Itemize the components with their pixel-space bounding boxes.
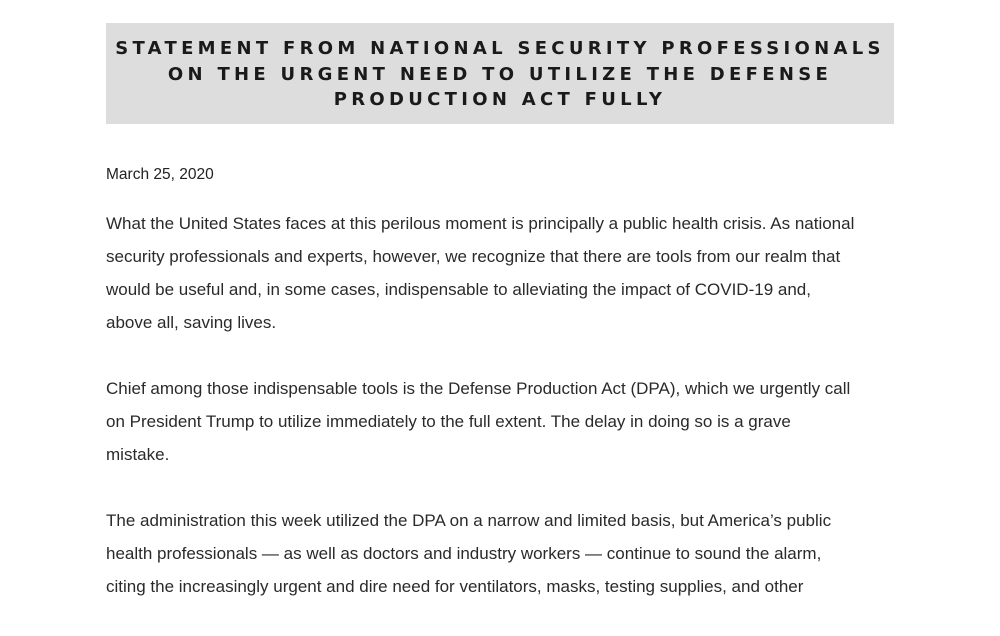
statement-body (106, 165, 906, 636)
title-line-1: STATEMENT FROM NATIONAL SECURITY PROFESSIONALS (115, 38, 885, 59)
statement-date: March 25, 2020 (106, 166, 214, 183)
paragraph-line: security professionals and experts, however, we recognize that there are tools from our realm that (106, 247, 841, 266)
paragraph-line: mistake. (106, 445, 170, 464)
paragraph-line: The administration this week utilized the DPA on a narrow and limited basis, but America’s public (106, 511, 832, 530)
paragraph-3 (106, 504, 906, 603)
paragraph-2 (106, 372, 906, 471)
paragraph-line: Chief among those indispensable tools is the Defense Production Act (DPA), which we urgently call (106, 379, 851, 398)
paragraph-line: would be useful and, in some cases, indispensable to alleviating the impact of COVID-19 and, (106, 280, 811, 299)
title-line-2: ON THE URGENT NEED TO UTILIZE THE DEFENSE (167, 63, 833, 85)
paragraph-line: above all, saving lives. (106, 313, 277, 332)
title-line-3: PRODUCTION ACT FULLY (333, 89, 667, 110)
paragraph-line: health professionals — as well as doctors and industry workers — continue to sound the alarm, (106, 544, 822, 563)
paragraph-line: citing the increasingly urgent and dire need for ventilators, masks, testing supplies, and other (106, 577, 804, 596)
title-banner (106, 23, 894, 124)
paragraph-line: What the United States faces at this perilous moment is principally a public health crisis. As national (106, 214, 855, 233)
paragraph-1 (106, 207, 906, 339)
paragraph-line: on President Trump to utilize immediately to the full extent. The delay in doing so is a grave (106, 412, 791, 431)
